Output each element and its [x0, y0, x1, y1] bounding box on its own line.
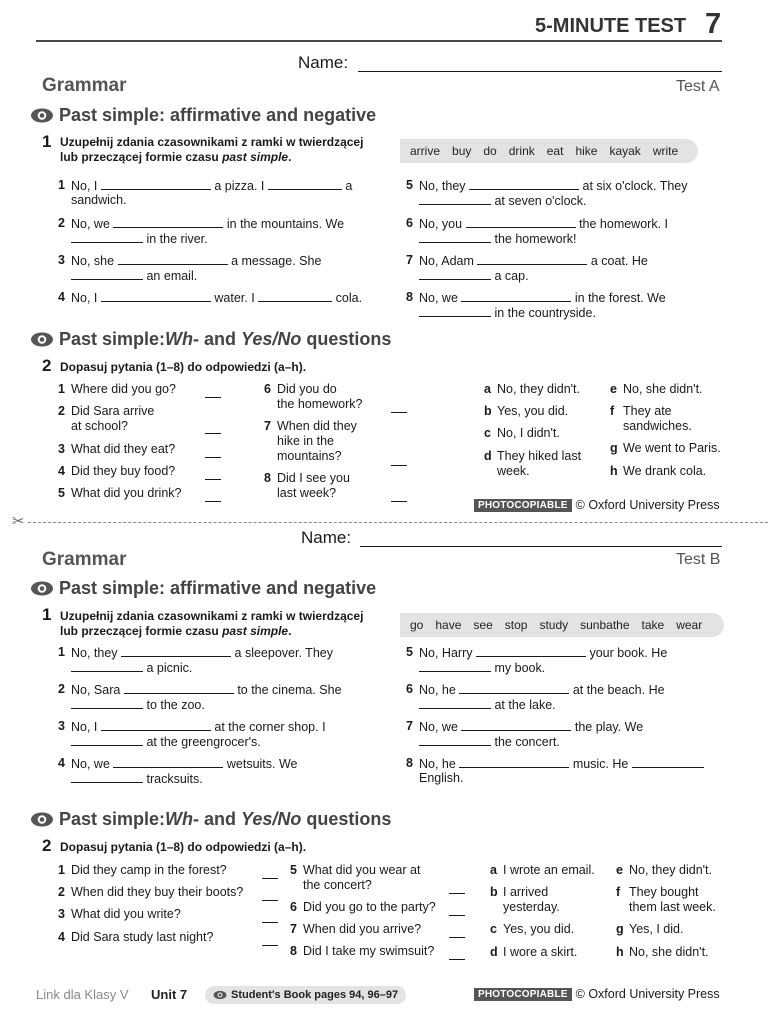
- match-answer: g Yes, I did.: [616, 922, 684, 936]
- exercise-item: 5 No, Harry your book. He my book.: [406, 645, 668, 675]
- answer-blank[interactable]: [71, 734, 143, 746]
- answer-blank[interactable]: [477, 253, 587, 265]
- exercise-item: 4 No, we wetsuits. We tracksuits.: [58, 756, 298, 786]
- match-question: 8 Did I take my swimsuit?: [290, 944, 435, 958]
- match-blank[interactable]: [449, 915, 465, 916]
- match-question: 7 When did you arrive?: [290, 922, 422, 936]
- match-blank[interactable]: [391, 465, 407, 466]
- match-question: 2 Did Sara arrive at school?: [58, 404, 155, 433]
- name-label-b: Name:: [301, 528, 352, 547]
- question-number: 1: [42, 132, 52, 151]
- exercise-item: 7 No, we the play. We the concert.: [406, 719, 644, 749]
- exercise-item: 2 No, we in the mountains. We in the river.: [58, 216, 345, 246]
- match-question: 3 What did you write?: [58, 907, 181, 921]
- exercise-item: 1 No, they a sleepover. They a picnic.: [58, 645, 333, 675]
- match-blank[interactable]: [262, 900, 278, 901]
- instruction: Uzupełnij zdania czasownikami z ramki w twierdzącej lub przeczącej formie czasu past simple.: [60, 609, 364, 638]
- match-answer: e No, she didn't.: [610, 382, 703, 396]
- name-label-a: Name:: [298, 53, 349, 72]
- match-answer: b I arrived yesterday.: [490, 885, 560, 914]
- name-field-b[interactable]: [360, 546, 722, 547]
- answer-blank[interactable]: [419, 697, 491, 709]
- answer-blank[interactable]: [419, 193, 491, 205]
- answer-blank[interactable]: [118, 253, 228, 265]
- answer-blank[interactable]: [459, 682, 569, 694]
- match-blank[interactable]: [205, 501, 221, 502]
- match-blank[interactable]: [262, 945, 278, 946]
- subheading-affirmative-a: [30, 105, 376, 126]
- question-number: 2: [42, 836, 52, 855]
- page-title: 5-MINUTE TEST: [535, 15, 687, 37]
- match-answer: h We drank cola.: [610, 464, 707, 478]
- match-answer: b Yes, you did.: [484, 404, 569, 418]
- photocopiable-notice: PHOTOCOPIABLE © Oxford University Press: [474, 987, 720, 1001]
- answer-blank[interactable]: [113, 756, 223, 768]
- exercise-item: 6 No, you the homework. I the homework!: [406, 216, 668, 246]
- match-blank[interactable]: [205, 479, 221, 480]
- answer-blank[interactable]: [459, 756, 569, 768]
- question-number: 1: [42, 605, 52, 624]
- match-blank[interactable]: [205, 433, 221, 434]
- answer-blank[interactable]: [469, 178, 579, 190]
- word-box: go have see stop study sunbathe take wear: [400, 613, 724, 637]
- header-rule: [36, 40, 722, 42]
- answer-blank[interactable]: [101, 719, 211, 731]
- eye-icon: [30, 107, 54, 124]
- match-blank[interactable]: [391, 501, 407, 502]
- eye-icon: [30, 580, 54, 597]
- match-answer: d They hiked last week.: [484, 449, 582, 478]
- match-answer: c No, I didn't.: [484, 426, 560, 440]
- exercise-item: 4 No, I water. I cola.: [58, 290, 363, 305]
- match-answer: c Yes, you did.: [490, 922, 575, 936]
- answer-blank[interactable]: [461, 719, 571, 731]
- match-answer: a I wrote an email.: [490, 863, 595, 877]
- eye-icon: [213, 990, 227, 1000]
- answer-blank[interactable]: [419, 305, 491, 317]
- answer-blank[interactable]: [71, 268, 143, 280]
- answer-blank[interactable]: [71, 697, 143, 709]
- match-blank[interactable]: [449, 937, 465, 938]
- instruction: Dopasuj pytania (1–8) do odpowiedzi (a–h).: [60, 840, 307, 854]
- answer-blank[interactable]: [71, 660, 143, 672]
- instruction: Uzupełnij zdania czasownikami z ramki w twierdzącej lub przeczącej formie czasu past simple.: [60, 135, 364, 164]
- cut-line: [28, 522, 768, 523]
- answer-blank[interactable]: [258, 290, 332, 302]
- match-answer: f They bought them last week.: [616, 885, 716, 914]
- match-question: 3 What did they eat?: [58, 442, 176, 456]
- answer-blank[interactable]: [419, 268, 491, 280]
- match-blank[interactable]: [262, 922, 278, 923]
- photocopiable-notice: PHOTOCOPIABLE © Oxford University Press: [474, 498, 720, 512]
- match-question: 1 Where did you go?: [58, 382, 176, 396]
- test-label-a: Test A: [676, 78, 720, 95]
- match-answer: e No, they didn't.: [616, 863, 712, 877]
- exercise-item: 1 No, I a pizza. I a sandwich.: [58, 178, 353, 207]
- match-answer: h No, she didn't.: [616, 945, 709, 959]
- answer-blank[interactable]: [419, 660, 491, 672]
- footer-unit: Unit 7: [151, 987, 188, 1002]
- question-number: 2: [42, 356, 52, 375]
- footer-course: Link dla Klasy V: [36, 987, 129, 1002]
- section-title-a: Grammar: [42, 75, 127, 96]
- section-title-b: Grammar: [42, 549, 127, 570]
- answer-blank[interactable]: [113, 216, 223, 228]
- answer-blank[interactable]: [124, 682, 234, 694]
- name-field-a[interactable]: [358, 71, 722, 72]
- match-question: 8 Did I see you last week?: [264, 471, 350, 500]
- match-question: 5 What did you wear at the concert?: [290, 863, 421, 892]
- match-question: 4 Did they buy food?: [58, 464, 176, 478]
- exercise-item: 6 No, he at the beach. He at the lake.: [406, 682, 665, 712]
- match-question: 4 Did Sara study last night?: [58, 930, 214, 944]
- match-question: 7 When did they hike in the mountains?: [264, 419, 357, 463]
- answer-blank[interactable]: [476, 645, 586, 657]
- test-label-b: Test B: [676, 551, 721, 568]
- match-answer: g We went to Paris.: [610, 441, 721, 455]
- match-blank[interactable]: [391, 412, 407, 413]
- match-blank[interactable]: [205, 457, 221, 458]
- answer-blank[interactable]: [419, 231, 491, 243]
- subheading-questions-a: Past simple: Wh - and Yes/No questions: [30, 329, 391, 350]
- subheading-affirmative-b: Past simple: affirmative and negative: [30, 578, 376, 599]
- test-number: 7: [705, 8, 722, 40]
- match-question: 6 Did you do the homework?: [264, 382, 363, 411]
- subheading-questions-b: Past simple: Wh - and Yes/No questions: [30, 809, 391, 830]
- answer-blank[interactable]: [71, 231, 143, 243]
- match-question: 6 Did you go to the party?: [290, 900, 436, 914]
- subheading-text: Past simple: affirmative and negative: [59, 105, 377, 125]
- match-question: 5 What did you drink?: [58, 486, 182, 500]
- match-question: 1 Did they camp in the forest?: [58, 863, 227, 877]
- word-box: arrive buy do drink eat hike kayak write: [400, 139, 698, 163]
- answer-blank[interactable]: [466, 216, 576, 228]
- eye-icon: [30, 811, 54, 828]
- match-answer: d I wore a skirt.: [490, 945, 578, 959]
- footer-pages-pill: Student's Book pages 94, 96–97: [205, 986, 406, 1004]
- answer-blank[interactable]: [121, 645, 231, 657]
- match-answer: a No, they didn't.: [484, 382, 580, 396]
- exercise-item: 8 No, he music. He English.: [406, 756, 726, 788]
- match-blank[interactable]: [205, 397, 221, 398]
- exercise-item: 2 No, Sara to the cinema. She to the zoo.: [58, 682, 342, 712]
- answer-blank[interactable]: [101, 290, 211, 302]
- answer-blank[interactable]: [461, 290, 571, 302]
- answer-blank[interactable]: [268, 178, 342, 190]
- instruction: Dopasuj pytania (1–8) do odpowiedzi (a–h).: [60, 360, 307, 374]
- scissors-icon: ✂: [12, 513, 25, 530]
- exercise-item: 7 No, Adam a coat. He a cap.: [406, 253, 648, 283]
- exercise-item: 8 No, we in the forest. We in the countryside.: [406, 290, 666, 320]
- answer-blank[interactable]: [71, 771, 143, 783]
- answer-blank[interactable]: [101, 178, 211, 190]
- answer-blank[interactable]: [632, 756, 704, 768]
- exercise-item: 5 No, they at six o'clock. They at seven o'clock.: [406, 178, 688, 208]
- match-blank[interactable]: [449, 893, 465, 894]
- match-question: 2 When did they buy their boots?: [58, 885, 244, 899]
- match-blank[interactable]: [449, 959, 465, 960]
- answer-blank[interactable]: [419, 734, 491, 746]
- exercise-item: 3 No, I at the corner shop. I at the greengrocer's.: [58, 719, 326, 749]
- match-blank[interactable]: [262, 878, 278, 879]
- exercise-item: 3 No, she a message. She an email.: [58, 253, 322, 283]
- eye-icon: [30, 331, 54, 348]
- match-answer: f They ate sandwiches.: [610, 404, 692, 433]
